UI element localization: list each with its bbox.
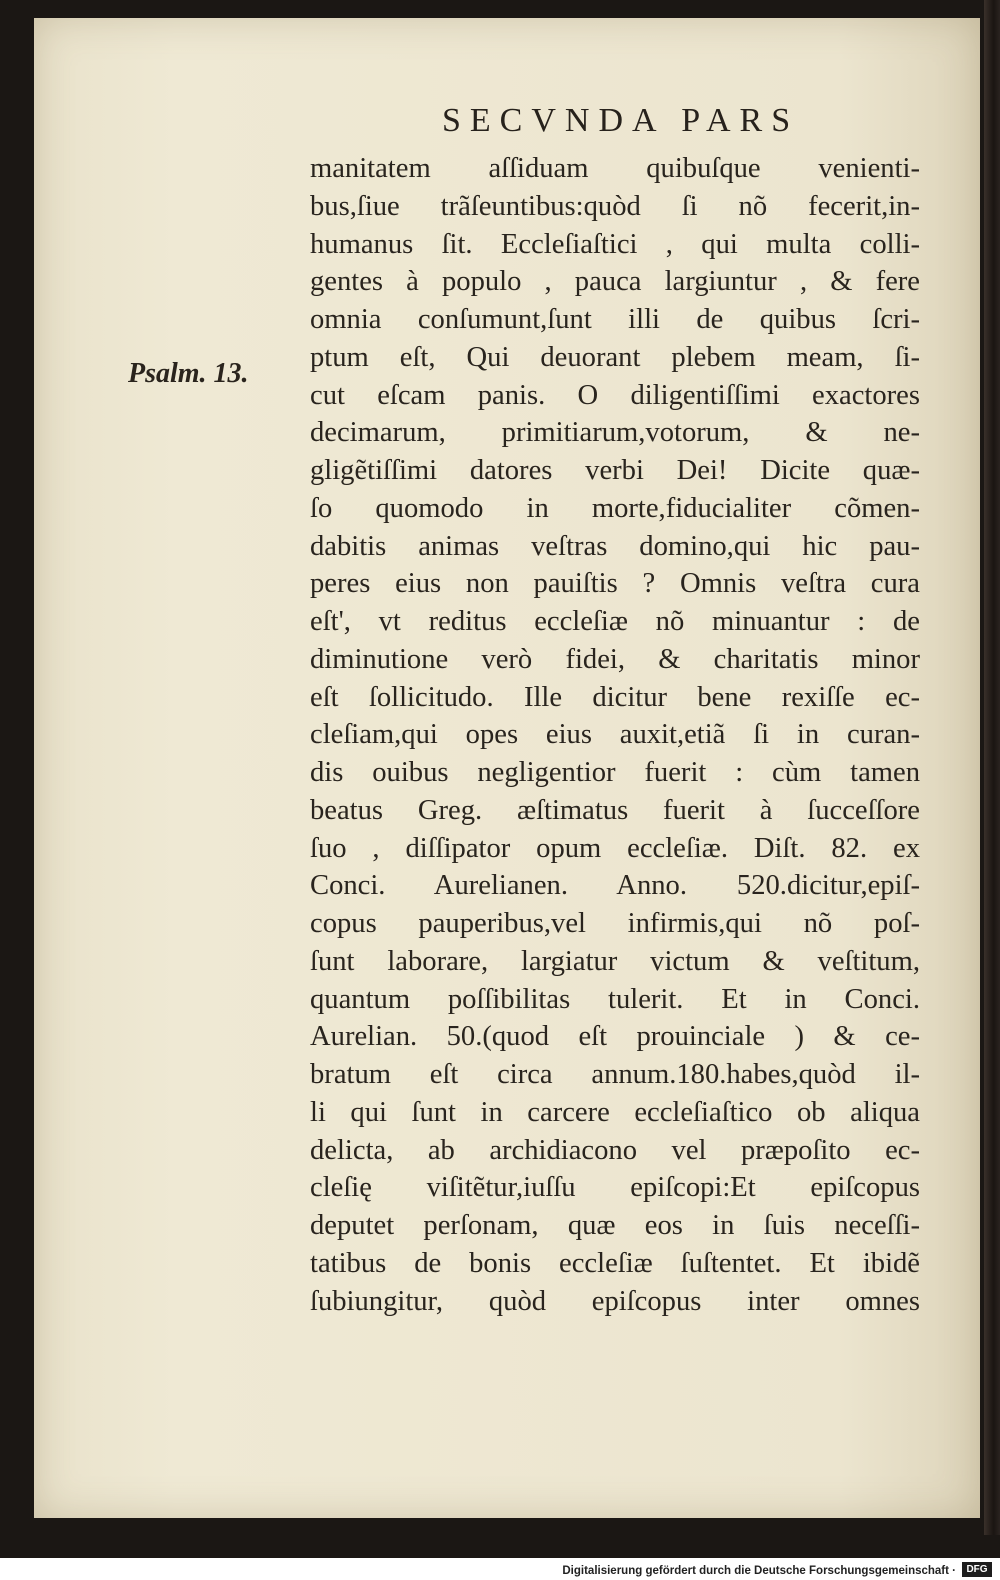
text-line: decimarum, primitiarum,votorum, & ne- [310, 417, 920, 449]
text-line: ſo quomodo in morte,fiducialiter cõmen- [310, 492, 920, 524]
text-line: bus,ſiue trãſeuntibus:quòd ſi nõ fecerit,in- [310, 190, 920, 222]
text-line: ſuo , diſſipator opum eccleſiæ. Diſt. 82. ex [310, 832, 920, 864]
text-line: deputet perſonam, quæ eos in ſuis neceſſi- [310, 1210, 920, 1241]
text-line: quantum poſſibilitas tulerit. Et in Conci. [310, 983, 920, 1015]
body-text [310, 150, 920, 1320]
text-line: cleſiam,qui opes eius auxit,etiã ſi in curan- [310, 719, 920, 751]
footer-bar [0, 1558, 1000, 1580]
text-line: eſt', vt reditus eccleſiæ nõ minuantur : de [310, 606, 920, 637]
dfg-logo: DFG [962, 1562, 992, 1577]
text-line: cleſię viſitẽtur,iuſſu epiſcopi:Et epiſcopus [310, 1172, 920, 1204]
marginal-note: Psalm. 13. [128, 358, 249, 389]
text-line: delicta, ab archidiacono vel præpoſito ec- [310, 1134, 920, 1166]
text-line: ſunt laborare, largiatur victum & veſtitum, [310, 945, 920, 977]
text-line: bratum eſt circa annum.180.habes,quòd il- [310, 1059, 920, 1090]
text-line: beatus Greg. æſtimatus fuerit à ſucceſſore [310, 794, 920, 826]
text-line: Conci. Aurelianen. Anno. 520.dicitur,epiſ- [310, 870, 920, 902]
text-line: ptum eſt, Qui deuorant plebem meam, ſi- [310, 341, 920, 373]
text-line: gentes à populo , pauca largiuntur , & fere [310, 266, 920, 298]
text-line: dabitis animas veſtras domino,qui hic pau- [310, 530, 920, 562]
text-line: manitatem aſſiduam quibuſque venienti- [310, 153, 920, 184]
funding-credit: Digitalisierung gefördert durch die Deutsche Forschungsgemeinschaft · [562, 1565, 956, 1577]
text-line: eſt ſollicitudo. Ille dicitur bene rexiſſe ec- [310, 681, 920, 713]
text-line: copus pauperibus,vel infirmis,qui nõ poſ- [310, 908, 920, 939]
text-line: tatibus de bonis eccleſiæ ſuſtentet. Et ibidẽ [310, 1247, 920, 1279]
text-line: cut eſcam panis. O diligentiſſimi exactores [310, 379, 920, 411]
text-line: dis ouibus negligentior fuerit : cùm tamen [310, 757, 920, 788]
text-line: humanus ſit. Eccleſiaſtici , qui multa colli- [310, 228, 920, 260]
book-spine [984, 0, 1000, 1535]
text-line: li qui ſunt in carcere eccleſiaſtico ob aliqua [310, 1096, 920, 1128]
text-line: Aurelian. 50.(quod eſt prouinciale ) & ce- [310, 1021, 920, 1053]
text-line: gligẽtiſſimi datores verbi Dei! Dicite quæ- [310, 455, 920, 486]
running-head: SECVNDA PARS [442, 102, 800, 139]
text-line: ſubiungitur, quòd epiſcopus inter omnes [310, 1285, 920, 1317]
text-line: omnia conſumunt,ſunt illi de quibus ſcri- [310, 304, 920, 335]
text-line: diminutione verò fidei, & charitatis minor [310, 643, 920, 675]
text-line: peres eius non pauiſtis ? Omnis veſtra cura [310, 568, 920, 600]
